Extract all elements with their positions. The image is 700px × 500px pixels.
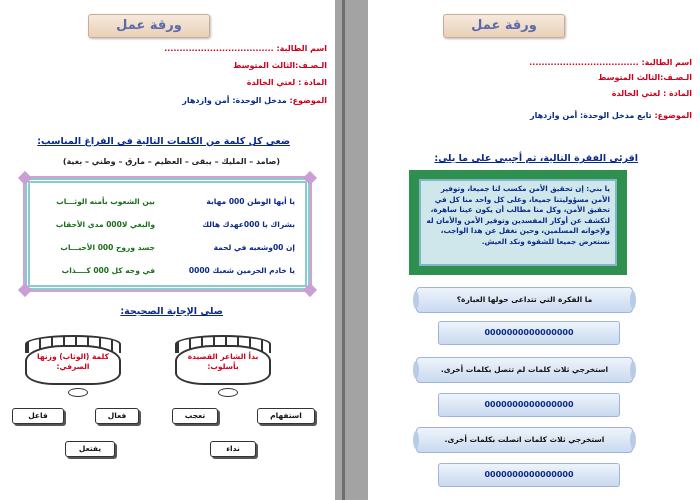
answer-3-field[interactable]: 0000000000000000: [438, 463, 620, 487]
poem-line-2-left: والبغي لا000 مدى الأحقاب: [55, 220, 155, 229]
student-name-blank[interactable]: ....................................: [529, 58, 639, 67]
question-cloud-left: كلمة (الوثاب) وزنها الصرفي:: [25, 345, 121, 385]
poem-line-1-left: بين الشعوب بأمنه الوثـــاب: [56, 197, 155, 206]
student-name-line: [529, 58, 692, 67]
option-nidaa[interactable]: نداء: [210, 441, 256, 457]
word-bank: (صامد – المليك – يبقى – العظيم – مارق – وطني – بغية): [62, 157, 280, 166]
option-faail[interactable]: فاعل: [12, 408, 64, 424]
page-divider: [342, 0, 345, 500]
worksheet-page-right: [368, 0, 700, 500]
reading-passage: يا بني: إن تحقيق الأمن مكسب لنا جميعا، وتوفير الأمن مسؤوليتنا جميعا، وعلى كل واحد منا كل في تحقيق الأمن، وكل منا مطالب أن يكون عينا ساهرة، لتكشف عن أوكار المفسدين وتوفير الأمن والأمان له ولإخوانه المسلمين، وحين نغفل عن هذا الواجب، نستعرض جميعا للشقوة ونكد العيش.: [419, 179, 617, 266]
worksheet-title: ورقة عمل: [88, 14, 210, 38]
class-label: الـصـف: [663, 73, 692, 82]
class-line: [233, 61, 327, 70]
subject-label: المادة :: [663, 89, 692, 98]
exercise1-heading: ضعي كل كلمة من الكلمات التالية في الفراغ المناسب:: [37, 136, 290, 147]
topic-value: تابع مدخل الوحدة: أمن وازدهار: [530, 111, 652, 120]
exercise2-heading: صلي الإجابة الصحيحة:: [120, 306, 223, 317]
answer-1-field[interactable]: 0000000000000000: [438, 321, 620, 345]
poem-line-1-right: يا أيها الوطن 000 مهابة: [206, 197, 295, 206]
subject-line: [612, 89, 692, 98]
question-3-banner: استخرجي ثلاث كلمات اتصلت بكلمات أخرى.: [416, 427, 633, 453]
cloud-tail-bubble: [218, 388, 238, 397]
subject-value: لغتي الخالدة: [611, 89, 661, 98]
poem-line-4-right: يا خادم الحرمين شعبك 0000: [188, 266, 295, 275]
student-name-label: اسم الطالبة:: [276, 44, 327, 53]
class-line: [598, 73, 692, 82]
page-gap: [335, 0, 368, 500]
option-yaftail[interactable]: يفتعل: [65, 441, 115, 457]
class-value: :الثالث المتوسط: [598, 73, 664, 82]
topic-line: [182, 96, 327, 105]
answer-2-field[interactable]: 0000000000000000: [438, 393, 620, 417]
option-faal[interactable]: فعال: [95, 408, 139, 424]
class-label: الـصـف: [298, 61, 327, 70]
subject-label: المادة :: [298, 78, 327, 87]
topic-value: مدخل الوحدة: أمن وازدهار: [182, 96, 287, 105]
subject-value: لغتي الخالدة: [246, 78, 296, 87]
subject-line: [247, 78, 327, 87]
topic-line: [530, 111, 692, 120]
student-name-label: اسم الطالبة:: [641, 58, 692, 67]
poem-frame: [25, 178, 310, 290]
topic-label: الموضوع:: [289, 96, 327, 105]
option-taajjub[interactable]: تعجب: [172, 408, 218, 424]
question-cloud-right: بدأ الشاعر القصيدة بأسلوب:: [175, 345, 271, 385]
poem-line-4-left: في وجه كل 000 كــــذاب: [61, 266, 155, 275]
question-2-banner: استخرجي ثلاث كلمات لم تتصل بكلمات أخرى.: [416, 357, 633, 383]
poem-line-3-right: إن 00وشعبه في لحمة: [213, 243, 295, 252]
student-name-blank[interactable]: ....................................: [164, 44, 274, 53]
worksheet-page-left: [0, 0, 335, 500]
passage-frame: [409, 170, 627, 275]
reading-heading: اقرئي الفقرة التالية، ثم أجيبي على ما يلي:: [434, 153, 638, 164]
student-name-line: [164, 44, 327, 53]
option-istifham[interactable]: استفهام: [257, 408, 315, 424]
cloud-tail-bubble: [68, 388, 88, 397]
poem-line-2-right: بشراك يا 000عهدك هالك: [202, 220, 295, 229]
poem-line-3-left: جسد وروح 000 الأحبـــاب: [60, 243, 155, 252]
class-value: :الثالث المتوسط: [233, 61, 299, 70]
question-1-banner: ما الفكرة التي تتداعى حولها العبارة؟: [416, 287, 633, 313]
topic-label: الموضوع:: [654, 111, 692, 120]
worksheet-title: ورقة عمل: [443, 14, 565, 38]
